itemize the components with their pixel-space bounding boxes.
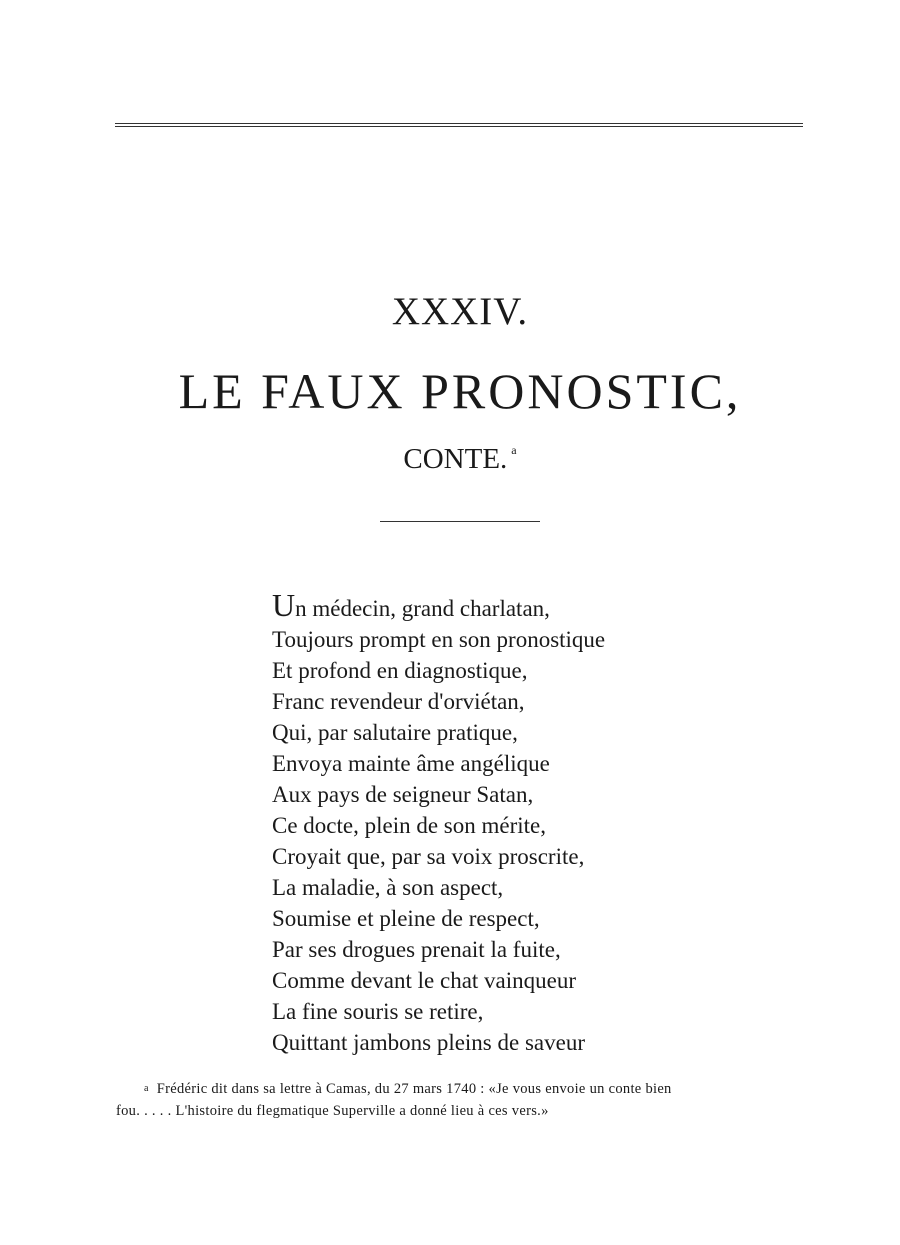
- poem-line: Par ses drogues prenait la fuite,: [272, 937, 561, 962]
- poem-line: La fine souris se retire,: [272, 999, 484, 1024]
- poem-line: Toujours prompt en son pronostique: [272, 627, 606, 652]
- footnote-line: fou. . . . . L'histoire du flegmatique Superville a donné lieu à ces vers.»: [116, 1103, 549, 1119]
- poem-body: [272, 587, 692, 1058]
- poem-line: Comme devant le chat vainqueur: [272, 968, 577, 993]
- poem-line: Aux pays de seigneur Satan,: [272, 782, 534, 807]
- poem-line: [272, 587, 692, 624]
- drop-cap: U: [272, 587, 296, 623]
- title-divider: [380, 521, 540, 522]
- footnote: [116, 1078, 810, 1122]
- page-title: LE FAUX PRONOSTIC,: [178, 363, 742, 419]
- poem-line: La maladie, à son aspect,: [272, 875, 504, 900]
- poem-line: Quittant jambons pleins de saveur: [272, 1030, 585, 1055]
- subtitle-note-marker: a: [511, 443, 517, 457]
- poem-line: Franc revendeur d'orviétan,: [272, 689, 525, 714]
- poem-line: Ce docte, plein de son mérite,: [272, 813, 547, 838]
- footnote-marker: a: [144, 1083, 149, 1094]
- footnote-text: Frédéric dit dans sa lettre à Camas, du 27 mars 1740 : «Je vous envoie un conte bien: [156, 1081, 672, 1097]
- poem-line: Envoya mainte âme angélique: [272, 751, 550, 776]
- poem-line-text: n médecin, grand charlatan,: [295, 596, 550, 621]
- poem-line: Soumise et pleine de respect,: [272, 906, 540, 931]
- page-subtitle: [0, 444, 900, 474]
- poem-line: Et profond en diagnostique,: [272, 658, 528, 683]
- top-double-rule: [115, 123, 803, 127]
- poem-line: Qui, par salutaire pratique,: [272, 720, 518, 745]
- subtitle-text: CONTE.: [403, 443, 508, 475]
- footnote-line: [116, 1078, 810, 1100]
- chapter-numeral: XXXIV.: [391, 290, 529, 333]
- poem-line: Croyait que, par sa voix proscrite,: [272, 844, 585, 869]
